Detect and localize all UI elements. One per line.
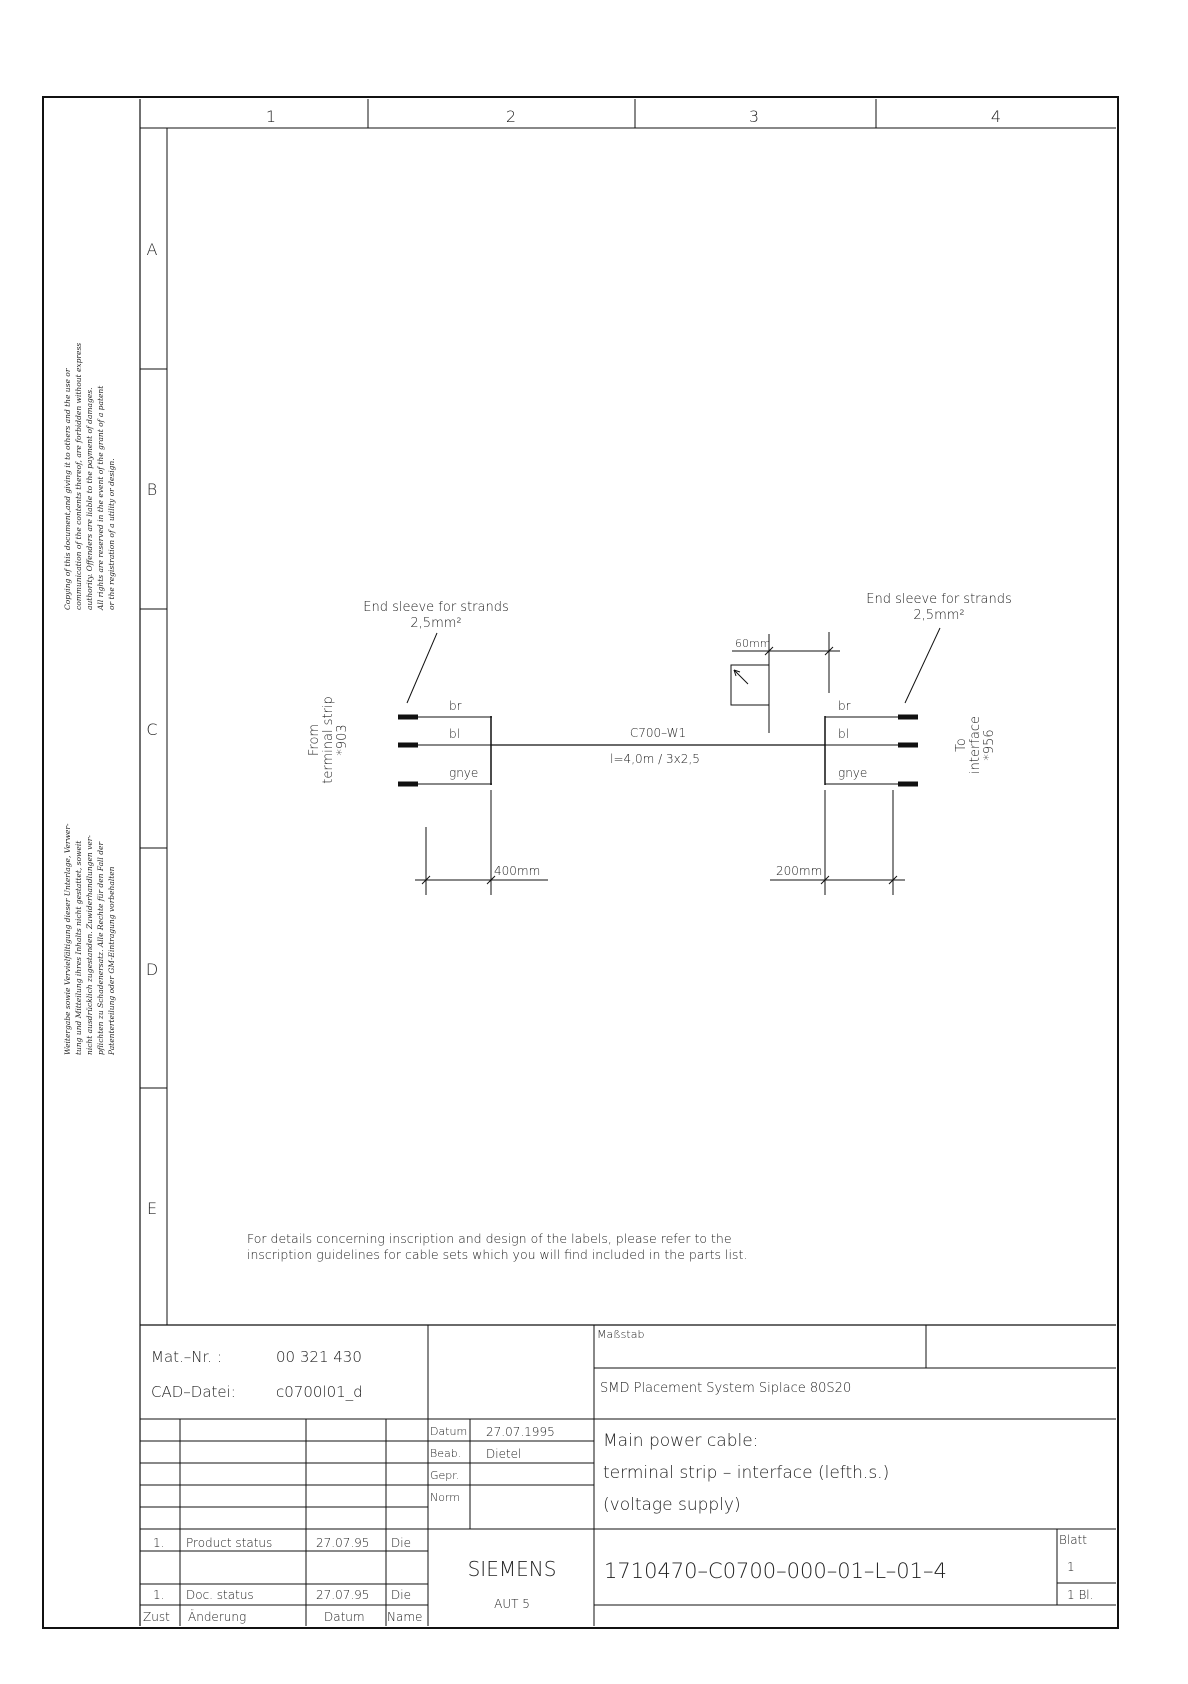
massstab-label: Maßstab — [597, 1328, 645, 1341]
column-label: 4 — [990, 107, 1002, 126]
side-note-line: pflichten zu Schadenersatz. Alle Rechte für den Fall der — [96, 841, 105, 1055]
to-label-line: To — [954, 738, 969, 752]
cable-diagram — [307, 592, 1012, 895]
revision-name: Die — [391, 1536, 411, 1550]
system-name: SMD Placement System Siplace 80S20 — [600, 1381, 852, 1396]
row-label: B — [146, 480, 158, 499]
from-label-line: From — [307, 723, 322, 757]
right-sleeve-size: 2,5mm² — [913, 608, 965, 623]
beab-value: Dietel — [486, 1447, 522, 1461]
revision-zust: 1. — [153, 1536, 165, 1550]
norm-label: Norm — [430, 1491, 461, 1504]
side-note-line: authority. Offenders are liable to the payment of damages. — [85, 387, 94, 610]
beab-label: Beab. — [430, 1447, 462, 1460]
column-label: 2 — [505, 107, 517, 126]
wire-label: br — [838, 699, 851, 713]
from-label-line: terminal strip — [321, 696, 336, 784]
footer-aenderung: Änderung — [188, 1610, 247, 1624]
right-sleeve-label: End sleeve for strands — [866, 592, 1012, 607]
footer-zust: Zust — [143, 1610, 170, 1624]
title-line: (voltage supply) — [603, 1495, 741, 1515]
side-note-line: All rights are reserved in the event of the grant of a patent — [96, 385, 105, 610]
cad-value: c0700l01_d — [276, 1383, 363, 1401]
dim-200-label: 200mm — [776, 864, 823, 878]
left-sleeve-label: End sleeve for strands — [363, 600, 509, 615]
title-line: Main power cable: — [603, 1431, 759, 1451]
cable-name: C700–W1 — [629, 726, 687, 740]
footer-datum: Datum — [324, 1610, 365, 1624]
wire-label: bl — [449, 727, 460, 741]
side-note-german — [63, 823, 116, 1056]
side-note-line: Patenterteilung oder GM-Eintragung vorbehalten — [107, 866, 116, 1055]
gepr-label: Gepr. — [430, 1469, 460, 1482]
row-label: D — [145, 960, 159, 979]
wire-label: bl — [838, 727, 849, 741]
from-label — [307, 696, 350, 784]
datum-value: 27.07.1995 — [486, 1425, 555, 1439]
department: AUT 5 — [494, 1597, 530, 1611]
dim-60-label: 60mm — [735, 637, 771, 650]
mat-value: 00 321 430 — [276, 1348, 362, 1366]
side-note-line: Weitergabe sowie Vervielfältigung dieser Unterlage, Verwer- — [63, 823, 72, 1055]
mat-label: Mat.–Nr. : — [151, 1348, 222, 1366]
cad-label: CAD–Datei: — [151, 1383, 236, 1401]
to-label — [954, 716, 997, 774]
revision-name: Die — [391, 1588, 411, 1602]
cable-spec: l=4,0m / 3x2,5 — [610, 752, 700, 766]
revision-text: Doc. status — [186, 1588, 254, 1602]
dim-400-label: 400mm — [494, 864, 541, 878]
blatt-label: Blatt — [1059, 1533, 1087, 1547]
blatt-total: 1 Bl. — [1067, 1588, 1094, 1602]
row-label: C — [146, 720, 158, 739]
side-note-line: Copying of this document,and giving it to others and the use or — [63, 368, 72, 610]
side-note-line: communication of the contents thereof, are forbidden without express — [74, 342, 83, 610]
wire-label: br — [449, 699, 462, 713]
right-sleeve-leader — [905, 628, 940, 703]
row-label: E — [146, 1199, 158, 1218]
revision-zust: 1. — [153, 1588, 165, 1602]
title-line: terminal strip – interface (lefth.s.) — [603, 1463, 890, 1483]
title-block — [140, 1325, 1116, 1626]
to-label-line: interface — [968, 716, 983, 774]
from-label-line: *903 — [335, 724, 350, 756]
company-logo: SIEMENS — [467, 1557, 557, 1581]
wire-label: gnye — [449, 766, 479, 780]
to-label-line: *956 — [982, 729, 997, 761]
datum-label: Datum — [430, 1425, 468, 1438]
wire-label: gnye — [838, 766, 868, 780]
label-box-arrow — [734, 670, 748, 684]
column-label: 3 — [748, 107, 760, 126]
side-note-english — [63, 343, 116, 611]
left-sleeve-leader — [407, 633, 437, 703]
side-note-line: nicht ausdrücklich zugestanden. Zuwiderhandlungen ver- — [85, 835, 94, 1055]
revision-date: 27.07.95 — [316, 1588, 370, 1602]
revision-text: Product status — [186, 1536, 273, 1550]
revision-date: 27.07.95 — [316, 1536, 370, 1550]
row-label: A — [146, 240, 158, 259]
note-line: inscription guidelines for cable sets which you will find included in the parts list. — [247, 1247, 748, 1262]
footer-name: Name — [387, 1610, 423, 1624]
blatt-value: 1 — [1067, 1560, 1075, 1574]
side-note-line: or the registration of a utility or design. — [107, 458, 116, 610]
document-number: 1710470–C0700–000–01–L–01–4 — [604, 1559, 947, 1583]
side-note-line: tung und Mitteilung ihres Inhalts nicht gestattet, soweit — [74, 840, 83, 1055]
note-line: For details concerning inscription and design of the labels, please refer to the — [247, 1231, 732, 1246]
left-sleeve-size: 2,5mm² — [410, 616, 462, 631]
column-label: 1 — [265, 107, 277, 126]
